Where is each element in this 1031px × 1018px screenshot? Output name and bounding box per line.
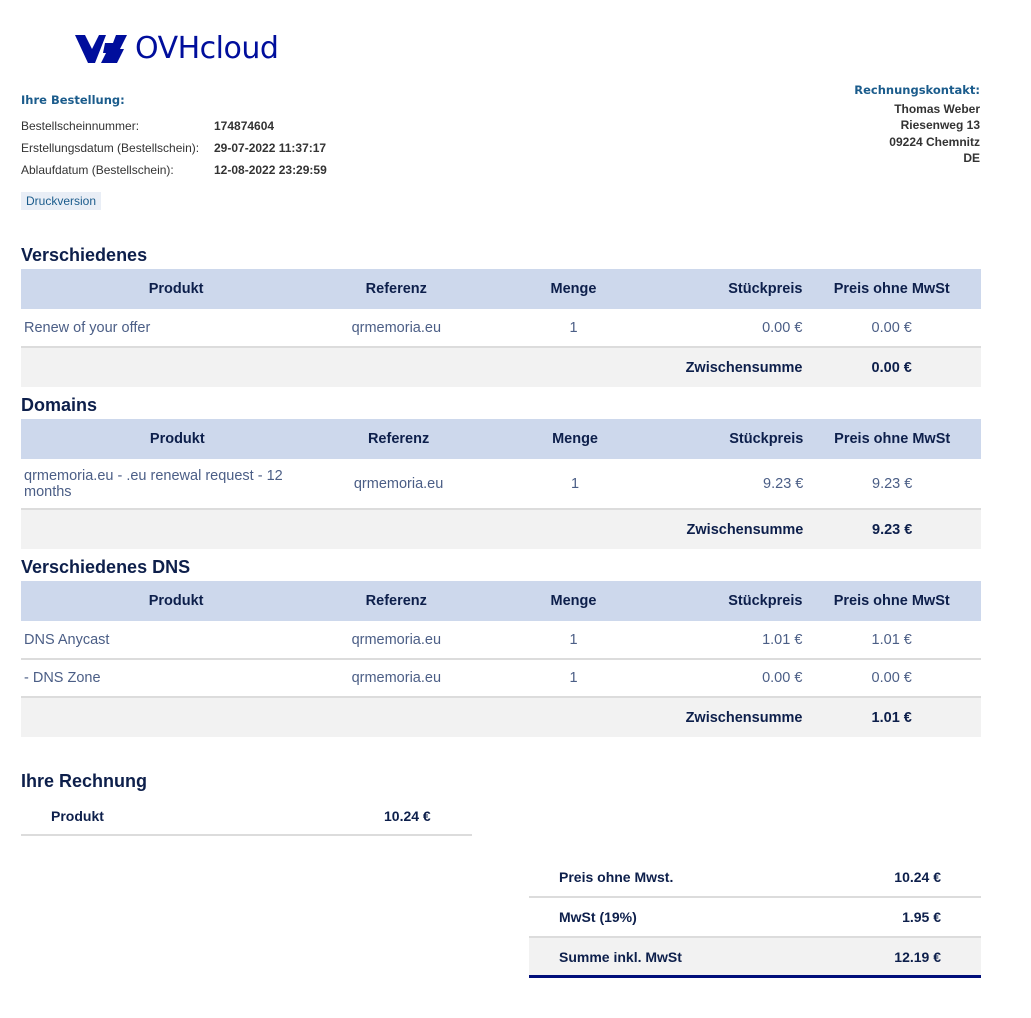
bill-product-value: 10.24 €	[384, 808, 431, 824]
table-row	[21, 309, 981, 347]
subtotal-row	[21, 697, 981, 737]
totals-table	[529, 858, 981, 978]
col-product: Produkt	[21, 581, 331, 621]
item-product: DNS Anycast	[21, 621, 331, 659]
bill-product-label: Produkt	[51, 808, 104, 824]
item-product: qrmemoria.eu - .eu renewal request - 12 months	[21, 459, 334, 509]
item-product: - DNS Zone	[21, 659, 331, 697]
subtotal-label: Zwischensumme	[687, 509, 804, 549]
net-price-label: Preis ohne Mwst.	[559, 869, 674, 885]
item-quantity: 1	[461, 309, 685, 347]
col-unit-price: Stückpreis	[686, 581, 803, 621]
order-number-value: 174874604	[214, 119, 275, 133]
item-unit-price: 1.01 €	[686, 621, 803, 659]
bill-title: Ihre Rechnung	[21, 771, 148, 791]
items-table	[21, 419, 981, 549]
item-total: 0.00 €	[802, 659, 981, 697]
item-total: 0.00 €	[802, 309, 981, 347]
expiry-date-value: 12-08-2022 23:29:59	[214, 163, 327, 177]
table-header	[21, 269, 981, 309]
grand-total-value: 12.19 €	[894, 949, 941, 965]
item-quantity: 1	[464, 459, 687, 509]
col-unit-price: Stückpreis	[686, 269, 803, 309]
subtotal-row	[21, 509, 981, 549]
order-info	[21, 93, 381, 210]
item-quantity: 1	[461, 659, 685, 697]
col-product: Produkt	[21, 269, 331, 309]
grand-total-label: Summe inkl. MwSt	[559, 949, 682, 965]
vat-value: 1.95 €	[902, 909, 941, 925]
items-table	[21, 269, 981, 387]
table-row	[21, 459, 981, 509]
col-unit-price: Stückpreis	[687, 419, 804, 459]
item-reference: qrmemoria.eu	[331, 659, 461, 697]
col-product: Produkt	[21, 419, 334, 459]
section-title: Verschiedenes	[21, 245, 148, 265]
item-reference: qrmemoria.eu	[331, 309, 461, 347]
col-price-no-vat: Preis ohne MwSt	[803, 419, 981, 459]
order-number-label: Bestellscheinnummer:	[21, 119, 140, 133]
contact-street: Riesenweg 13	[900, 118, 980, 133]
net-price-row	[529, 858, 981, 898]
created-date-label: Erstellungsdatum (Bestellschein):	[21, 141, 200, 155]
brand-name: OVHcloud	[135, 31, 279, 66]
col-price-no-vat: Preis ohne MwSt	[802, 581, 981, 621]
subtotal-value: 1.01 €	[802, 697, 981, 737]
expiry-date-row	[21, 159, 381, 181]
vat-row	[529, 898, 981, 938]
expiry-date-label: Ablaufdatum (Bestellschein):	[21, 163, 174, 177]
contact-country: DE	[963, 150, 980, 165]
table-header	[21, 581, 981, 621]
billing-contact	[854, 83, 980, 166]
subtotal-row	[21, 347, 981, 387]
ovh-logo-icon	[75, 33, 129, 65]
order-caption: Ihre Bestellung:	[21, 93, 125, 107]
net-price-value: 10.24 €	[894, 869, 941, 885]
table-header	[21, 419, 981, 459]
subtotal-label: Zwischensumme	[686, 347, 803, 387]
order-number-row	[21, 115, 381, 137]
item-unit-price: 0.00 €	[686, 309, 803, 347]
subtotal-label: Zwischensumme	[686, 697, 803, 737]
col-quantity: Menge	[464, 419, 687, 459]
col-reference: Referenz	[331, 269, 461, 309]
item-reference: qrmemoria.eu	[331, 621, 461, 659]
subtotal-value: 9.23 €	[803, 509, 981, 549]
item-reference: qrmemoria.eu	[334, 459, 464, 509]
section-title: Domains	[21, 395, 98, 415]
section-domains	[21, 391, 981, 549]
item-product: Renew of your offer	[21, 309, 331, 347]
table-row	[21, 621, 981, 659]
print-version-button[interactable]: Druckversion	[21, 192, 101, 210]
item-unit-price: 9.23 €	[687, 459, 804, 509]
item-total: 9.23 €	[803, 459, 981, 509]
created-date-value: 29-07-2022 11:37:17	[214, 141, 327, 155]
ovhcloud-logo	[75, 30, 278, 68]
bill-product-row	[21, 798, 472, 836]
col-quantity: Menge	[461, 269, 685, 309]
item-total: 1.01 €	[802, 621, 981, 659]
created-date-row	[21, 137, 381, 159]
col-reference: Referenz	[331, 581, 461, 621]
contact-name: Thomas Weber	[894, 102, 980, 116]
items-table	[21, 581, 981, 737]
vat-label: MwSt (19%)	[559, 909, 637, 925]
col-quantity: Menge	[461, 581, 685, 621]
contact-caption: Rechnungskontakt:	[854, 83, 980, 97]
section-title: Verschiedenes DNS	[21, 557, 191, 577]
item-unit-price: 0.00 €	[686, 659, 803, 697]
table-row	[21, 659, 981, 697]
item-quantity: 1	[461, 621, 685, 659]
col-reference: Referenz	[334, 419, 464, 459]
section-verschiedenes	[21, 241, 981, 387]
section-verschiedenes-dns	[21, 553, 981, 737]
col-price-no-vat: Preis ohne MwSt	[802, 269, 981, 309]
grand-total-row	[529, 938, 981, 978]
subtotal-value: 0.00 €	[802, 347, 981, 387]
contact-city: 09224 Chemnitz	[889, 134, 980, 149]
